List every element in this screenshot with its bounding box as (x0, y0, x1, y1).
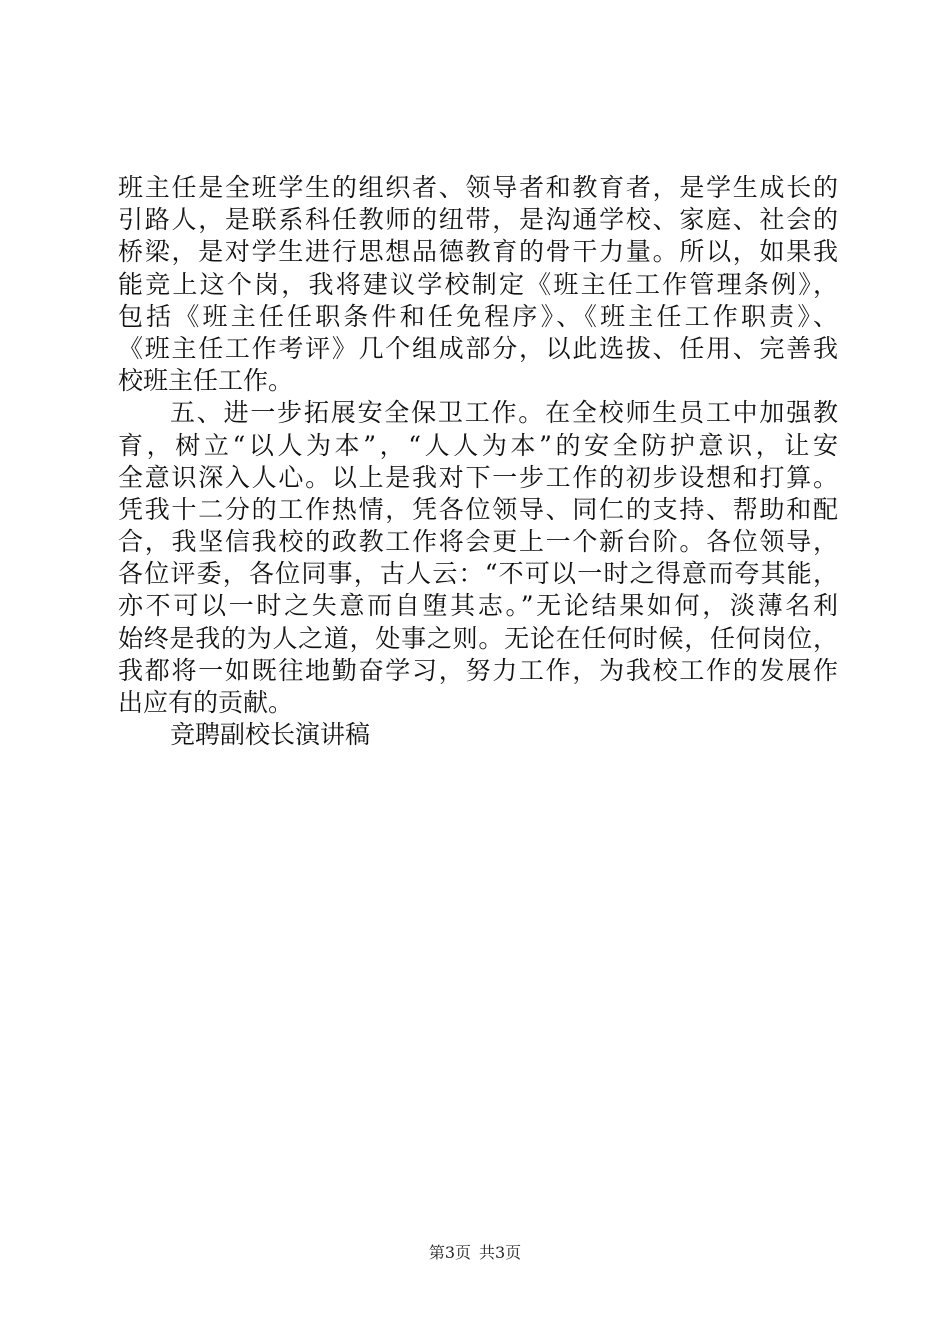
page-footer (0, 1243, 950, 1263)
paragraph-line: 班主任是全班学生的组织者、领导者和教育者，是学生成长的 (118, 173, 838, 202)
paragraph-line: 亦不可以一时之失意而自堕其志。”无论结果如何，淡薄名利 (118, 591, 838, 621)
paragraph-line: 我都将一如既往地勤奋学习，努力工作，为我校工作的发展作 (118, 655, 838, 685)
paragraph-line: 引路人，是联系科任教师的纽带，是沟通学校、家庭、社会的 (118, 205, 838, 235)
document-body (118, 172, 838, 751)
document-subtitle: 竞聘副校长演讲稿 (170, 720, 371, 750)
paragraph-line: 各位评委，各位同事，古人云：“不可以一时之得意而夸其能， (118, 559, 838, 589)
paragraph-line: 五、进一步拓展安全保卫工作。在全校师生员工中加强教 (170, 398, 838, 428)
paragraph-line: 包括《班主任任职条件和任免程序》、《班主任工作职责》、 (118, 301, 838, 331)
paragraph-line: 全意识深入人心。以上是我对下一步工作的初步设想和打算。 (118, 462, 838, 492)
paragraph-line: 凭我十二分的工作热情，凭各位领导、同仁的支持、帮助和配 (118, 494, 838, 524)
paragraph-line: 桥梁，是对学生进行思想品德教育的骨干力量。所以，如果我 (118, 237, 838, 267)
paragraph-line: 《班主任工作考评》几个组成部分，以此选拔、任用、完善我 (118, 333, 838, 363)
page-total: 共3页 (479, 1243, 522, 1262)
paragraph-line: 能竞上这个岗，我将建议学校制定《班主任工作管理条例》， (118, 269, 838, 299)
page-number: 第3页 (428, 1243, 471, 1262)
paragraph-line: 合，我坚信我校的政教工作将会更上一个新台阶。各位领导， (118, 527, 838, 557)
paragraph-line: 校班主任工作。 (118, 366, 294, 396)
paragraph-line: 育，树立“以人为本”，“人人为本”的安全防护意识，让安 (118, 430, 838, 460)
paragraph-line: 出应有的贡献。 (118, 688, 294, 717)
paragraph-line: 始终是我的为人之道，处事之则。无论在任何时候，任何岗位， (118, 623, 838, 653)
